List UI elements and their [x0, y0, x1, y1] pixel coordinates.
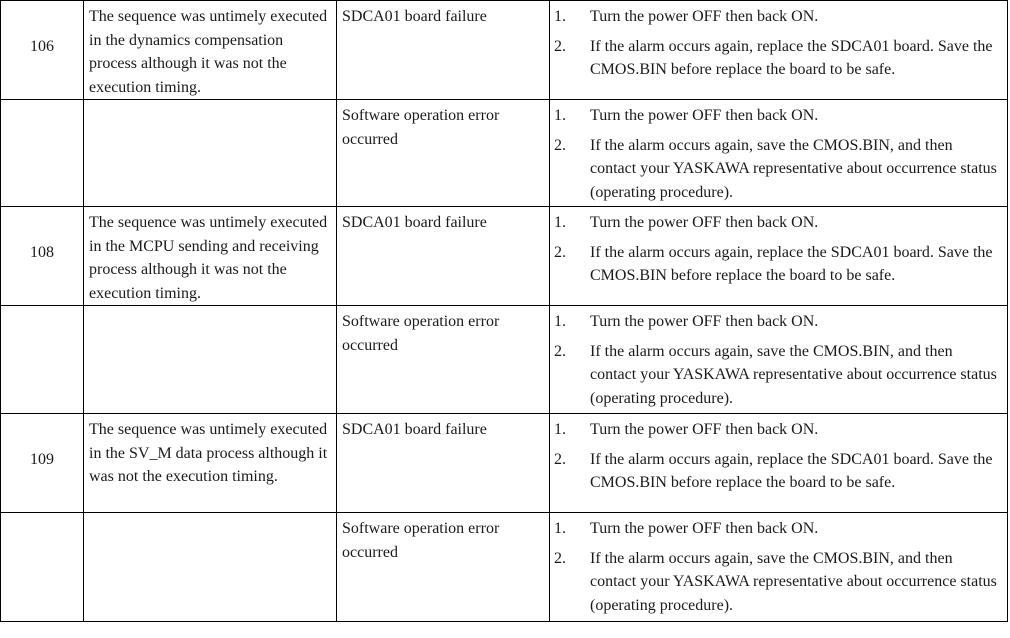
remedy-step	[554, 134, 1001, 205]
remedy-cell	[550, 306, 1008, 414]
step-number: 1.	[554, 8, 566, 25]
alarm-code-cell	[1, 100, 84, 207]
meaning-cell	[84, 100, 337, 207]
table-row	[1, 414, 1008, 513]
step-number: 1.	[554, 107, 566, 124]
step-number: 2.	[554, 136, 566, 154]
remedy-cell	[550, 513, 1008, 622]
remedy-step	[554, 211, 1001, 235]
step-text: Turn the power OFF then back ON.	[590, 214, 819, 231]
step-text: Turn the power OFF then back ON.	[590, 421, 819, 438]
alarm-code: 108	[30, 244, 54, 262]
alarm-code: 106	[30, 38, 54, 56]
step-number: 1.	[554, 214, 566, 231]
alarm-code: 109	[30, 451, 54, 469]
step-text: Turn the power OFF then back ON.	[590, 520, 819, 537]
remedy-step	[554, 310, 1001, 334]
table-row	[1, 513, 1008, 622]
remedy-step	[554, 35, 1001, 82]
remedy-step	[554, 547, 1001, 618]
table-row	[1, 1, 1008, 100]
meaning-cell: The sequence was untimely executed in the MCPU sending and receiving process although it was not the execution timing.	[84, 207, 337, 306]
table-row	[1, 306, 1008, 414]
table-row	[1, 100, 1008, 207]
remedy-step	[554, 104, 1001, 128]
step-number: 1.	[554, 313, 566, 330]
step-number: 2.	[554, 549, 566, 567]
step-text: If the alarm occurs again, save the CMOS.BIN, and then contact your YASKAWA representative about occurrence status (operating procedure).	[590, 136, 997, 201]
step-text: Turn the power OFF then back ON.	[590, 313, 819, 330]
cause-cell: Software operation error occurred	[337, 100, 550, 207]
remedy-step	[554, 448, 1001, 495]
step-text: If the alarm occurs again, replace the SDCA01 board. Save the CMOS.BIN before replace the board to be safe.	[590, 243, 993, 284]
step-number: 2.	[554, 450, 566, 468]
meaning-cell: The sequence was untimely executed in the dynamics compensation process although it was not the execution timing.	[84, 1, 337, 100]
meaning-cell	[84, 306, 337, 414]
meaning-cell	[84, 513, 337, 622]
step-text: Turn the power OFF then back ON.	[590, 107, 819, 124]
remedy-cell	[550, 414, 1008, 513]
remedy-step	[554, 241, 1001, 288]
remedy-step	[554, 418, 1001, 442]
alarm-code-cell	[1, 513, 84, 622]
alarm-code-cell	[1, 207, 84, 306]
remedy-step	[554, 5, 1001, 29]
cause-cell: Software operation error occurred	[337, 306, 550, 414]
step-text: If the alarm occurs again, replace the SDCA01 board. Save the CMOS.BIN before replace the board to be safe.	[590, 450, 993, 491]
step-number: 2.	[554, 243, 566, 261]
step-number: 2.	[554, 37, 566, 55]
step-text: If the alarm occurs again, replace the SDCA01 board. Save the CMOS.BIN before replace the board to be safe.	[590, 37, 993, 78]
remedy-step	[554, 517, 1001, 541]
remedy-cell	[550, 1, 1008, 100]
step-number: 1.	[554, 520, 566, 537]
cause-cell: SDCA01 board failure	[337, 207, 550, 306]
remedy-step	[554, 340, 1001, 411]
step-number: 1.	[554, 421, 566, 438]
step-text: If the alarm occurs again, save the CMOS.BIN, and then contact your YASKAWA representative about occurrence status (operating procedure).	[590, 549, 997, 614]
table-row	[1, 207, 1008, 306]
step-text: Turn the power OFF then back ON.	[590, 8, 819, 25]
step-number: 2.	[554, 342, 566, 360]
remedy-cell	[550, 207, 1008, 306]
step-text: If the alarm occurs again, save the CMOS.BIN, and then contact your YASKAWA representative about occurrence status (operating procedure).	[590, 342, 997, 407]
alarm-code-cell	[1, 1, 84, 100]
meaning-cell: The sequence was untimely executed in the SV_M data process although it was not the execution timing.	[84, 414, 337, 513]
remedy-cell	[550, 100, 1008, 207]
cause-cell: SDCA01 board failure	[337, 414, 550, 513]
cause-cell: SDCA01 board failure	[337, 1, 550, 100]
cause-cell: Software operation error occurred	[337, 513, 550, 622]
alarm-code-cell	[1, 306, 84, 414]
alarm-code-cell	[1, 414, 84, 513]
